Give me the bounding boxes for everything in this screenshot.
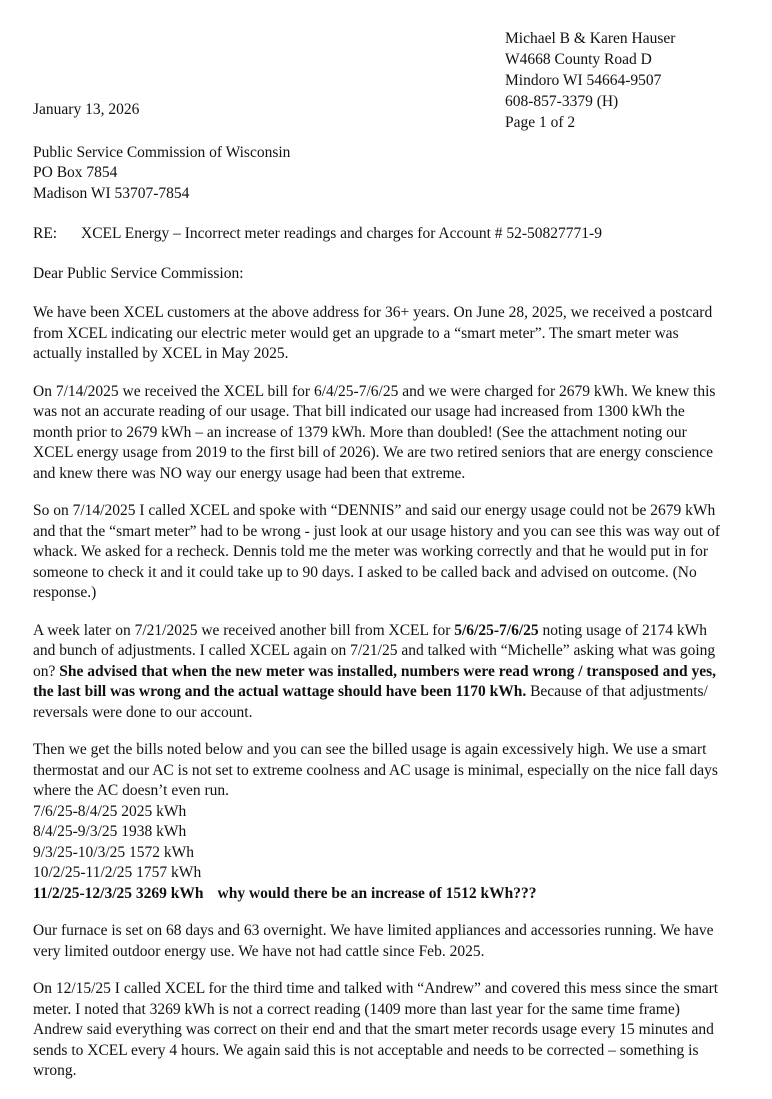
paragraph-intro: We have been XCEL customers at the above address for 36+ years. On June 28, 2025, we received a postcard from XCEL indicating our electric meter would get an upgrade to a “smart meter”. The smart meter was actually installed by XCEL in May 2025.: [33, 304, 713, 362]
usage-line-4: 10/2/25-11/2/25 1757 kWh: [33, 864, 202, 881]
usage-line-5: 11/2/25-12/3/25 3269 kWh: [33, 884, 204, 902]
sender-line-street: W4668 County Road D: [505, 51, 652, 68]
recipient-line-box: PO Box 7854: [33, 164, 118, 181]
michelle-tail: Because of that adjustments/ reversals were done to our account.: [33, 683, 708, 721]
paragraph-furnace: Our furnace is set on 68 days and 63 overnight. We have limited appliances and accessories running. We have very limited outdoor energy use. We have not had cattle since Feb. 2025.: [33, 922, 714, 960]
recipient-line-city: Madison WI 53707-7854: [33, 184, 190, 202]
usage-line-3: 9/3/25-10/3/25 1572 kWh: [33, 843, 195, 861]
list-item: [33, 884, 723, 905]
sender-line-city: Mindoro WI 54664-9507: [505, 72, 662, 89]
sender-line-phone: 608-857-3379 (H): [505, 93, 619, 110]
letter-date: January 13, 2026: [33, 101, 140, 118]
usage-line-1: 7/6/25-8/4/25 2025 kWh: [33, 802, 187, 820]
paragraph-subsequent-bills: Then we get the bills noted below and you can see the billed usage is again excessively high. We use a smart thermostat and our AC is not set to extreme coolness and AC usage is minimal, especially on the nice fall days where the AC doesn’t even run.: [33, 741, 718, 799]
michelle-mid: noting usage of 2174 kWh and bunch of adjustments. I called XCEL again on 7/21/25 and talked with “Michelle” asking what was going on?: [33, 621, 716, 680]
subject-text: XCEL Energy – Incorrect meter readings and charges for Account # 52-50827771-9: [81, 225, 602, 242]
list-item: [33, 843, 723, 864]
list-item: [33, 863, 723, 884]
letter-body: [33, 100, 723, 1099]
subject-line: [33, 224, 723, 245]
list-item: [33, 802, 723, 823]
paragraph-first-bill: On 7/14/2025 we received the XCEL bill for 6/4/25-7/6/25 and we were charged for 2679 kWh. We knew this was not an accurate reading of our usage. That bill indicated our usage had increased from 1300 kWh the month prior to 2679 kWh – an increase of 1379 kWh. More than doubled! (See the attachment noting our XCEL energy usage from 2019 to the first bill of 2026). We are two retired seniors that are energy conscience and knew there was NO way our energy usage had been that extreme.: [33, 382, 716, 482]
subject-label: RE:: [33, 225, 58, 242]
recipient-line-org: Public Service Commission of Wisconsin: [33, 143, 291, 161]
usage-line-2: 8/4/25-9/3/25 1938 kWh: [33, 823, 187, 840]
paragraph-andrew-call: On 12/15/25 I called XCEL for the third time and talked with “Andrew” and covered this mess since the smart meter. I noted that 3269 kWh is not a correct reading (1409 more than last year for the same time frame) Andrew said everything was correct on their end and that the smart meter records usage every 15 minutes and sends to XCEL every 4 hours. We again said this is not acceptable and needs to be corrected – something is wrong.: [33, 980, 719, 1079]
michelle-lead: A week later on 7/21/2025 we received another bill from XCEL for: [33, 621, 455, 639]
usage-list: [33, 802, 723, 905]
michelle-bill-period: 5/6/25-7/6/25: [454, 621, 539, 639]
paragraph-michelle-call: [33, 621, 723, 724]
salutation: Dear Public Service Commission:: [33, 264, 244, 282]
paragraph-dennis-call: So on 7/14/2025 I called XCEL and spoke with “DENNIS” and said our energy usage could not be 2679 kWh and that the “smart meter” had to be wrong - just look at our usage history and you can see this was way out of whack. We asked for a recheck. Dennis told me the meter was working correctly and that he would put in for someone to check it and it could take up to 90 days. I asked to be called back and advised on outcome. (No response.): [33, 502, 720, 601]
sender-line-page: Page 1 of 2: [505, 114, 576, 131]
michelle-statement: She advised that when the new meter was installed, numbers were read wrong / transposed and yes, the last bill was wrong and the actual wattage should have been 1170 kWh.: [33, 662, 717, 700]
usage-line-5-note: why would there be an increase of 1512 kWh???: [217, 884, 537, 902]
list-item: [33, 822, 723, 843]
recipient-address-block: [33, 143, 723, 205]
sender-line-name: Michael B & Karen Hauser: [505, 30, 676, 47]
